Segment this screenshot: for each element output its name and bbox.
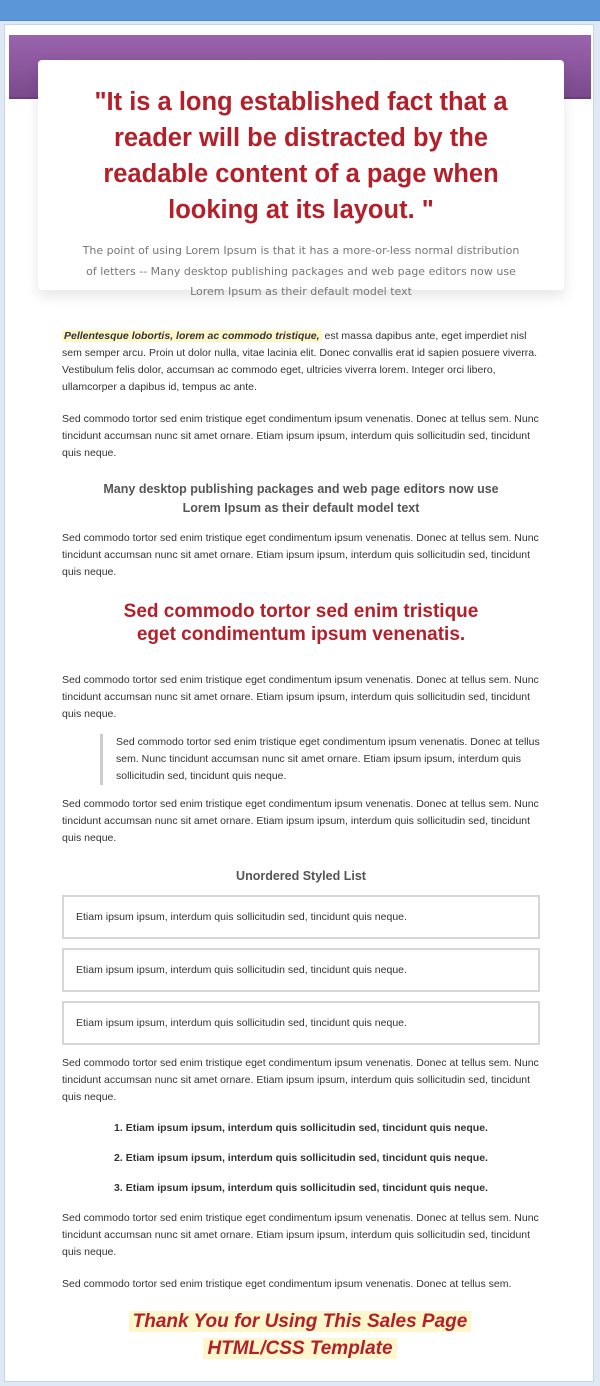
- intro-highlight: Pellentesque lobortis, lorem ac commodo tristique,: [64, 330, 320, 342]
- ordered-list-item: 1. Etiam ipsum ipsum, interdum quis sollicitudin sed, tincidunt quis neque.: [114, 1122, 488, 1134]
- top-bar: [0, 0, 600, 21]
- intro-text: est massa dapibus ante, eget imperdiet nisl sem semper arcu. Proin ut dolor nulla, vitae lacinia elit. Donec convallis erat id sapien posuere viverra. Vestibulum felis dolor, accumsan ac commodo eget, ultricies viverra lorem. Integer orci libero, ullamcorper a dapibus id, tempus ac ante.: [62, 330, 538, 393]
- list-item: Etiam ipsum ipsum, interdum quis sollicitudin sed, tincidunt quis neque.: [62, 948, 540, 992]
- ordered-list-item: 2. Etiam ipsum ipsum, interdum quis sollicitudin sed, tincidunt quis neque.: [114, 1152, 488, 1164]
- paragraph-4: Sed commodo tortor sed enim tristique eget condimentum ipsum venenatis. Donec at tellus sem. Nunc tincidunt accumsan nunc sit amet ornare. Etiam ipsum ipsum, interdum quis sollicitudin sed, tincidunt quis neque.: [62, 798, 539, 844]
- intro-paragraph: [62, 328, 540, 396]
- list-item: Etiam ipsum ipsum, interdum quis sollicitudin sed, tincidunt quis neque.: [62, 1001, 540, 1045]
- page-subheadline: The point of using Lorem Ipsum is that it has a more-or-less normal distribution of letters -- Many desktop publishing packages and web page editors now use Lorem Ipsum as their default model text: [82, 244, 520, 298]
- ordered-list: [62, 1120, 540, 1197]
- paragraph-6: Sed commodo tortor sed enim tristique eget condimentum ipsum venenatis. Donec at tellus sem. Nunc tincidunt accumsan nunc sit amet ornare. Etiam ipsum ipsum, interdum quis sollicitudin sed, tincidunt quis neque.: [62, 1212, 539, 1258]
- red-heading: Sed commodo tortor sed enim tristique eget condimentum ipsum venenatis.: [123, 601, 479, 645]
- paragraph-3: Sed commodo tortor sed enim tristique eget condimentum ipsum venenatis. Donec at tellus sem. Nunc tincidunt accumsan nunc sit amet ornare. Etiam ipsum ipsum, interdum quis sollicitudin sed, tincidunt quis neque.: [62, 674, 539, 720]
- ordered-list-item: 3. Etiam ipsum ipsum, interdum quis sollicitudin sed, tincidunt quis neque.: [114, 1182, 488, 1194]
- thank-you-message: [40, 1308, 560, 1362]
- unordered-list-heading: Unordered Styled List: [236, 869, 366, 883]
- subheading-1: Many desktop publishing packages and web page editors now use Lorem Ipsum as their default model text: [103, 482, 499, 515]
- paragraph-1: Sed commodo tortor sed enim tristique eget condimentum ipsum venenatis. Donec at tellus sem. Nunc tincidunt accumsan nunc sit amet ornare. Etiam ipsum ipsum, interdum quis sollicitudin sed, tincidunt quis neque.: [62, 413, 539, 459]
- paragraph-5: Sed commodo tortor sed enim tristique eget condimentum ipsum venenatis. Donec at tellus sem. Nunc tincidunt accumsan nunc sit amet ornare. Etiam ipsum ipsum, interdum quis sollicitudin sed, tincidunt quis neque.: [62, 1057, 539, 1103]
- blockquote: Sed commodo tortor sed enim tristique eget condimentum ipsum venenatis. Donec at tellus sem. Nunc tincidunt accumsan nunc sit amet ornare. Etiam ipsum ipsum, interdum quis sollicitudin sed, tincidunt quis neque.: [100, 734, 540, 785]
- list-item: Etiam ipsum ipsum, interdum quis sollicitudin sed, tincidunt quis neque.: [62, 895, 540, 939]
- thank-you-line-2: HTML/CSS Template: [203, 1338, 396, 1359]
- page-headline: "It is a long established fact that a reader will be distracted by the readable content of a page when looking at its layout. ": [94, 88, 508, 224]
- paragraph-2: Sed commodo tortor sed enim tristique eget condimentum ipsum venenatis. Donec at tellus sem. Nunc tincidunt accumsan nunc sit amet ornare. Etiam ipsum ipsum, interdum quis sollicitudin sed, tincidunt quis neque.: [62, 532, 539, 578]
- unordered-styled-list: [62, 895, 540, 1045]
- thank-you-line-1: Thank You for Using This Sales Page: [129, 1311, 472, 1332]
- main-content: [62, 328, 540, 1293]
- paragraph-7: Sed commodo tortor sed enim tristique eget condimentum ipsum venenatis. Donec at tellus sem.: [62, 1278, 512, 1290]
